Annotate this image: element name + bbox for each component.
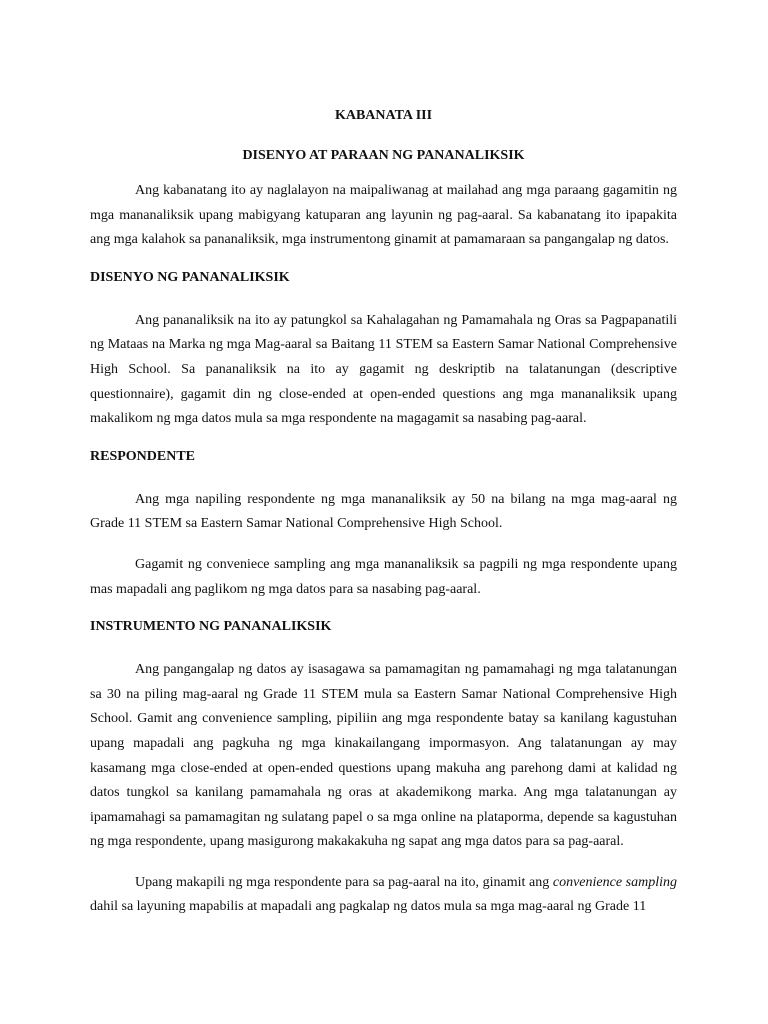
section-heading-disenyo: DISENYO NG PANANALIKSIK <box>90 269 290 285</box>
intro-paragraph: Ang kabanatang ito ay naglalayon na maipaliwanag at mailahad ang mga paraang gagamitin ng mga mananaliksik upang mabigyang katuparan ang layunin ng pag-aaral. Sa kabanatang ito ipapakita ang mga kalahok sa pananaliksik, mga instrumentong ginamit at pamamaraan sa pangangalap ng datos. <box>90 183 677 248</box>
chapter-label: KABANATA III <box>334 108 433 123</box>
respondente-paragraph-1: Ang mga napiling respondente ng mga mananaliksik ay 50 na bilang na mga mag-aaral ng Grade 11 STEM sa Eastern Samar National Comprehensive High School. <box>90 491 677 532</box>
disenyo-paragraph: Ang pananaliksik na ito ay patungkol sa Kahalagahan ng Pamamahala ng Oras sa Pagpapanatili ng Mataas na Marka ng mga Mag-aaral sa Baitang 11 STEM sa Eastern Samar National Comprehensive High School. Sa pananaliksik na ito ay gagamit ng deskriptib na talatanungan (descriptive questionnaire), gagamit din ng close-ended at open-ended questions ang mga mananaliksik upang makalikom ng mga datos mula sa mga respondente na magagamit sa nasabing pag-aaral. <box>90 312 677 427</box>
section-heading-respondente: RESPONDENTE <box>90 448 196 464</box>
sampling-text-after: dahil sa layuning mapabilis at mapadali ang pagkalap ng datos mula sa mga mag-aaral ng Grade 11 <box>90 899 647 915</box>
sampling-emphasis: convenience sampling <box>552 874 677 890</box>
respondente-paragraph-2: Gagamit ng conveniece sampling ang mga mananaliksik sa pagpili ng mga respondente upang mas mapadali ang paglikom ng mga datos para sa nasabing pag-aaral. <box>90 556 677 597</box>
document-body <box>90 107 677 920</box>
chapter-title: DISENYO AT PARAAN NG PANANALIKSIK <box>242 148 525 163</box>
sampling-text-before: Upang makapili ng mga respondente para sa pag-aaral na ito, ginamit ang <box>135 874 553 890</box>
section-heading-instrumento: INSTRUMENTO NG PANANALIKSIK <box>90 619 332 635</box>
sampling-paragraph <box>90 871 677 920</box>
instrumento-paragraph: Ang pangangalap ng datos ay isasagawa sa pamamagitan ng pamamahagi ng mga talatanungan sa 30 na piling mag-aaral ng Grade 11 STEM mula sa Eastern Samar National Comprehensive High School. Gamit ang convenience sampling, pipiliin ang mga respondente batay sa kanilang kagustuhan upang mapadali ang pagkuha ng mga kinakailangang impormasyon. Ang talatanungan ay may kasamang mga close-ended at open-ended questions upang makuha ang parehong dami at kalidad ng datos tungkol sa kanilang pamamahala ng oras at akademikong marka. Ang mga talatanungan ay ipamamahagi sa pamamagitan ng sulatang papel o sa mga online na plataporma, depende sa kagustuhan ng mga respondente, upang masigurong makakakuha ng sapat ang mga datos para sa pag-aaral. <box>90 662 677 850</box>
